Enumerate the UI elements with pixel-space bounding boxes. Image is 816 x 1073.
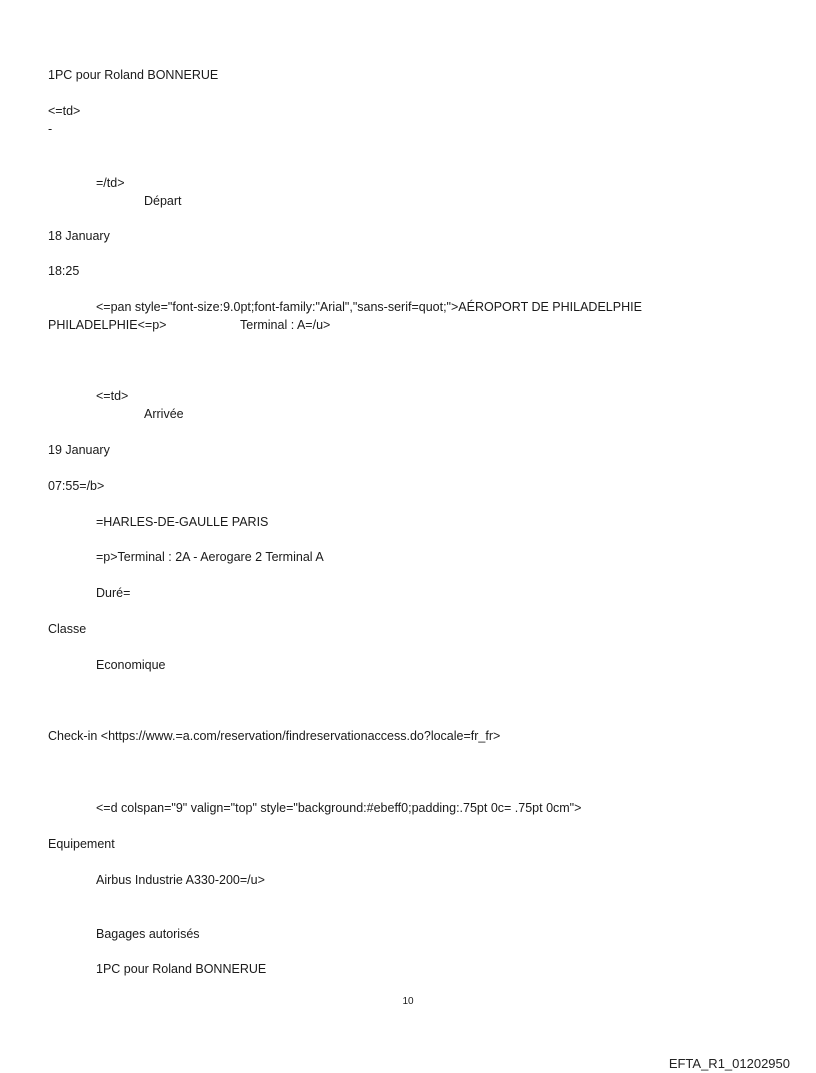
dash-line: - [48,122,53,136]
page-number: 10 [402,996,414,1007]
departure-date: 18 January [48,229,110,243]
departure-label: Départ [144,194,182,208]
equipment-label: Equipement [48,837,115,851]
departure-city-line: PHILADELPHIE<=p> [48,318,167,332]
passenger-allowance-line: 1PC pour Roland BONNERUE [48,68,219,82]
check-in-line: Check-in <https://www.=a.com/reservation/findreservationaccess.do?locale=fr_fr> [48,729,501,743]
markup-fragment-line: =/td> [96,176,125,190]
departure-terminal: Terminal : A=/u> [240,318,331,332]
equipment-value: Airbus Industrie A330-200=/u> [96,873,265,887]
arrival-terminal-line: =p>Terminal : 2A - Aerogare 2 Terminal A [96,550,324,564]
arrival-label: Arrivée [144,407,184,421]
duration-line: Duré= [96,586,131,600]
arrival-time: 07:55=/b> [48,479,105,493]
baggage-label: Bagages autorisés [96,927,200,941]
departure-airport-line: <=pan style="font-size:9.0pt;font-family:"Arial","sans-serif=quot;">AÉROPORT DE PHILADELPHIE [96,300,642,314]
markup-fragment-line: <=td> [48,104,81,118]
arrival-airport-line: =HARLES-DE-GAULLE PARIS [96,515,269,529]
baggage-value: 1PC pour Roland BONNERUE [96,962,267,976]
document-id: EFTA_R1_01202950 [668,1056,790,1071]
class-label: Classe [48,622,87,636]
markup-fragment-line: <=td> [96,389,129,403]
departure-time: 18:25 [48,264,80,278]
arrival-date: 19 January [48,443,110,457]
markup-fragment-line: <=d colspan="9" valign="top" style="background:#ebeff0;padding:.75pt 0c= .75pt 0cm"> [96,801,582,815]
class-value: Economique [96,658,166,672]
